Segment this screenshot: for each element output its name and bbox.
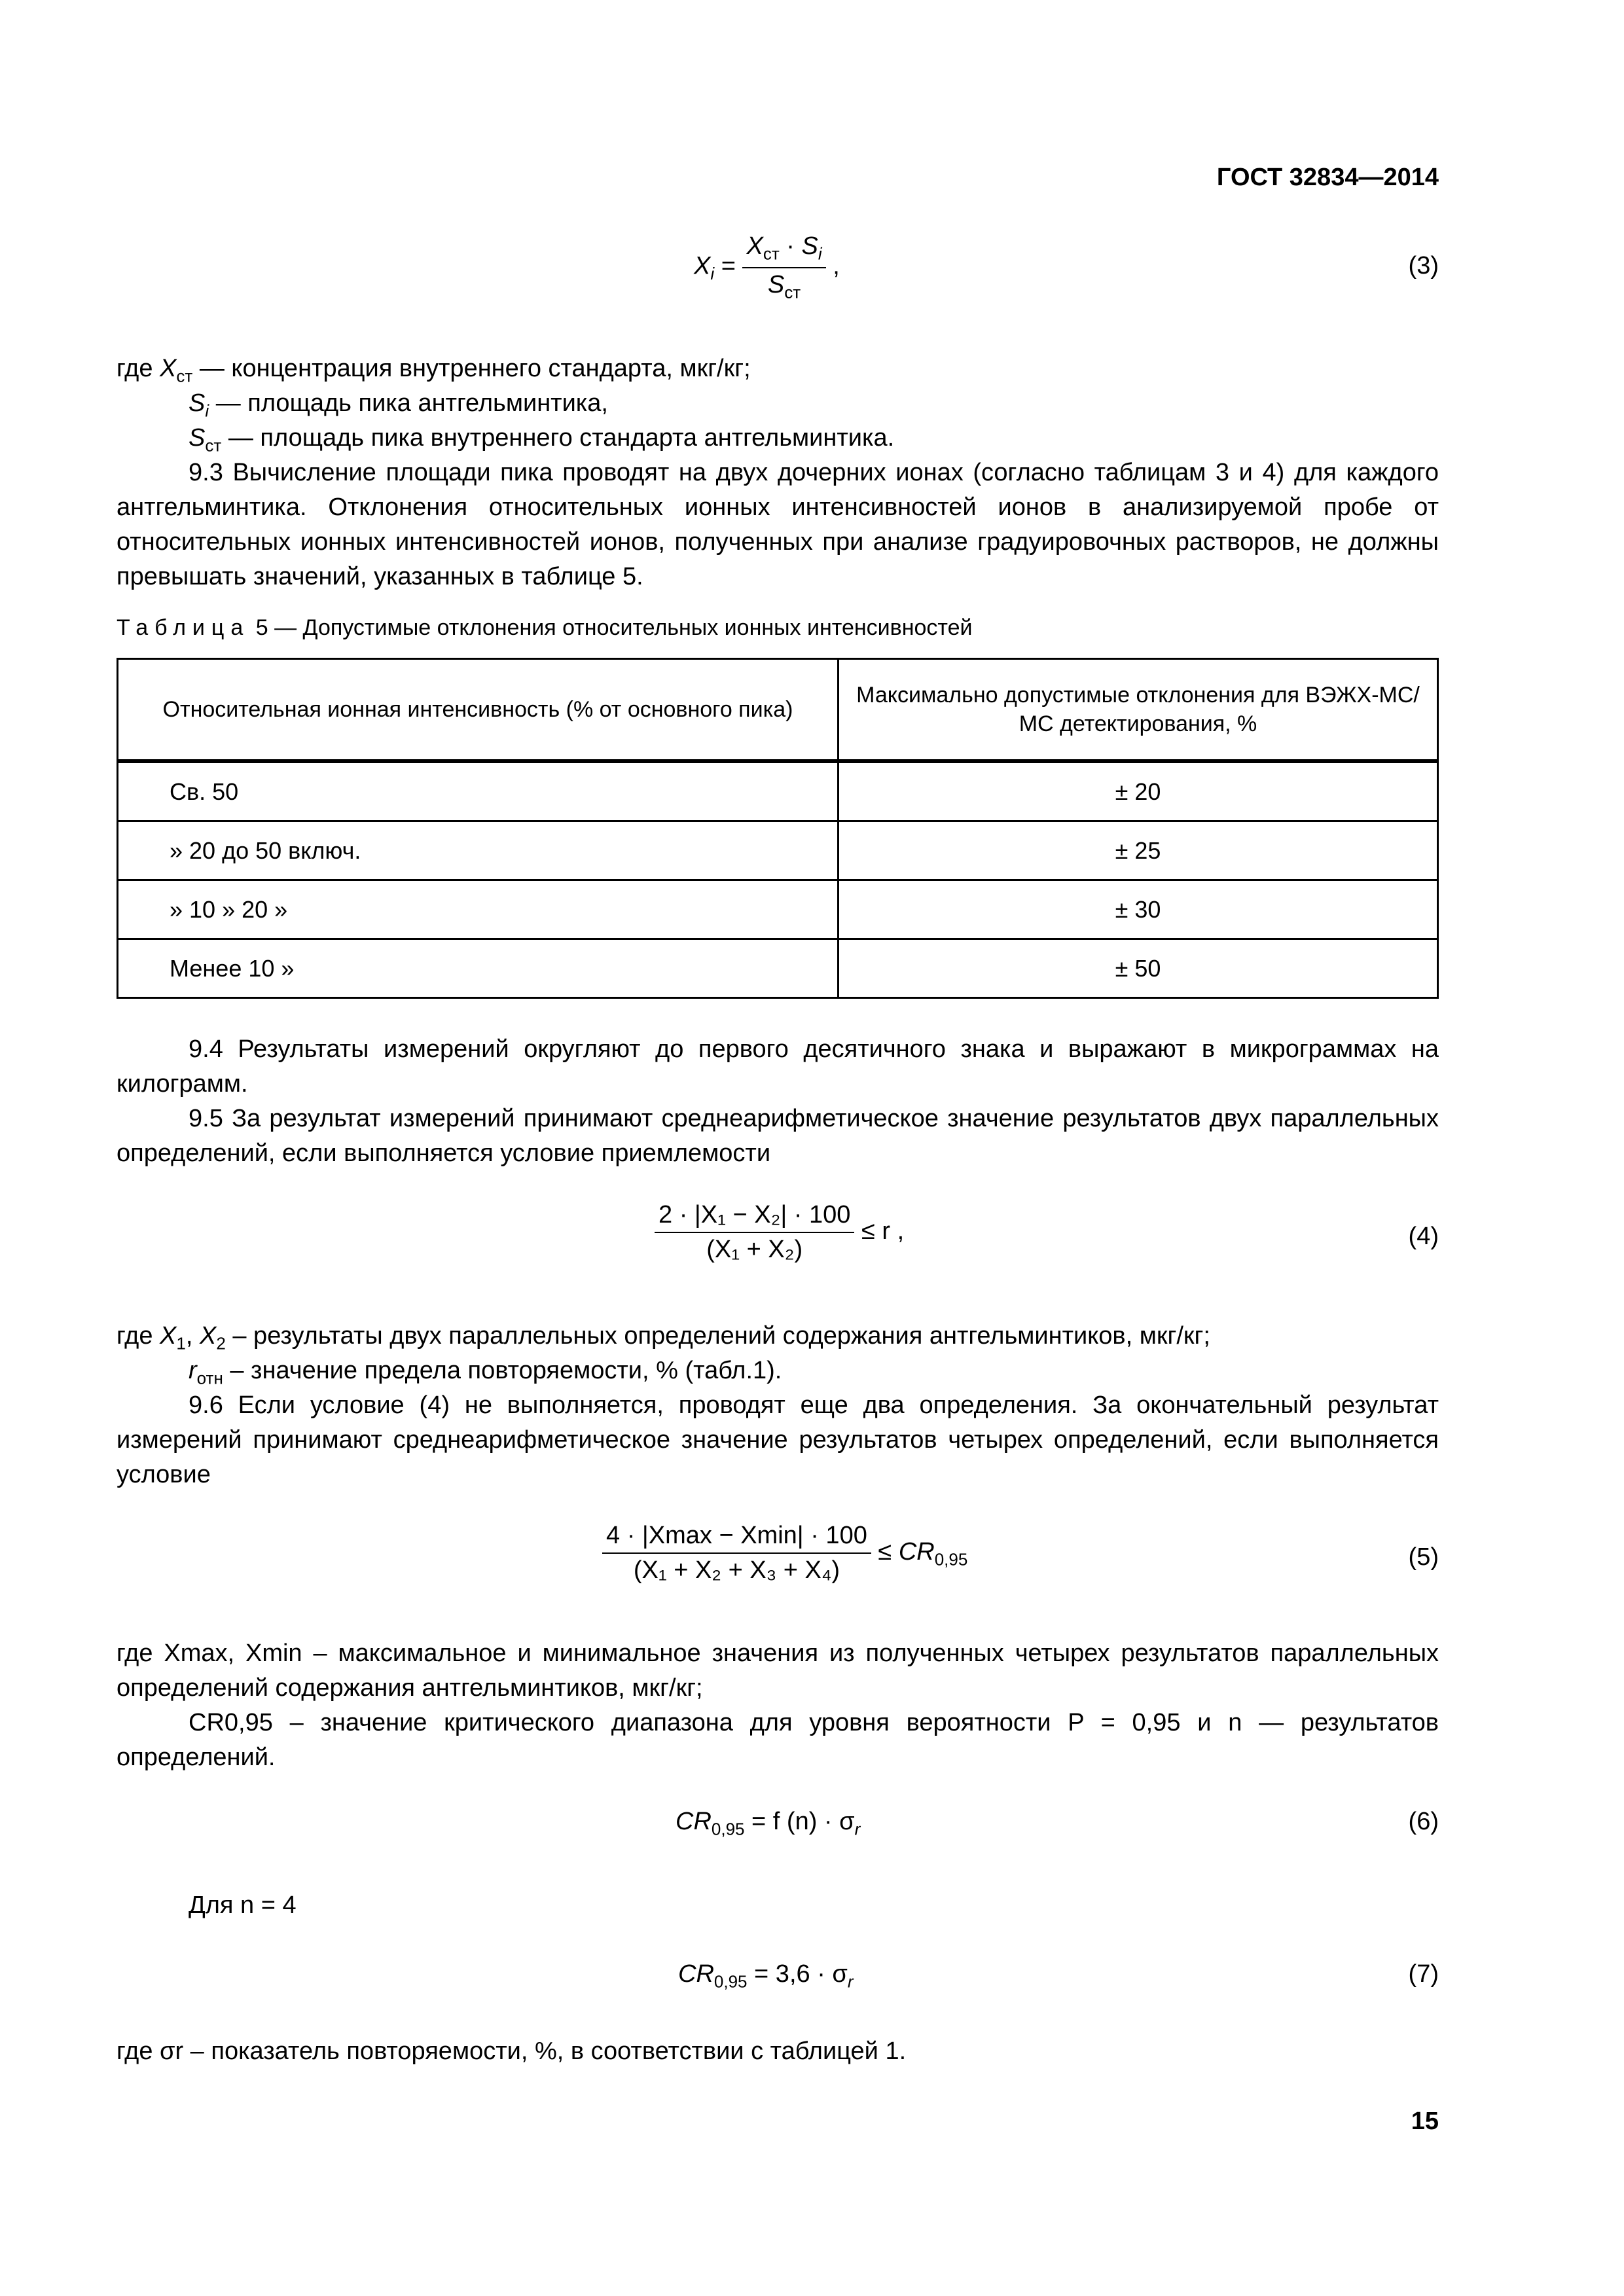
where1-l3-text: — площадь пика внутреннего стандарта антгельминтика. <box>221 424 895 452</box>
eq6-lhs-sub: 0,95 <box>711 1819 745 1839</box>
paragraph-9-4: 9.4 Результаты измерений округляют до первого десятичного знака и выражают в микрограммах на килограмм. <box>117 1035 1439 1098</box>
paragraph-9-6: 9.6 Если условие (4) не выполняется, проводят еще два определения. За окончательный результат измерений принимают среднеарифметическое значение результатов четырех определений, если выполняется условие <box>117 1391 1439 1488</box>
eq7-lhs: CR <box>678 1960 714 1988</box>
where1-l3-sub: ст <box>205 435 222 456</box>
for-n-line: Для n = 4 <box>189 1892 297 1919</box>
where1-l1-sym: X <box>160 355 177 382</box>
eq3-num-a: X <box>746 232 763 260</box>
where4-line: где σr – показатель повторяемости, %, в соответствии с таблицей 1. <box>117 2037 907 2065</box>
equation-4 <box>655 1201 904 1264</box>
table-5-caption-rest: 5 — Допустимые отклонения относительных ионных интенсивностей <box>249 615 973 640</box>
table-header-cell-2: Максимально допустимые отклонения для ВЭЖХ-МС/МС детектирования, % <box>839 659 1438 762</box>
where2-l2-text: – значение предела повторяемости, % (табл.1). <box>223 1357 782 1384</box>
table-cell: » 20 до 50 включ. <box>118 821 839 880</box>
where2-l1-pre: где <box>117 1322 160 1350</box>
eq7-lhs-sub: 0,95 <box>713 1971 748 1992</box>
eq3-num-b: S <box>801 232 818 260</box>
table-5 <box>117 658 1439 999</box>
where1-l1-sub: ст <box>176 366 193 386</box>
where2-l1-a: X <box>160 1322 177 1350</box>
equation-5-number: (5) <box>1408 1543 1439 1571</box>
eq5-denominator: (X₁ + X₂ + X₃ + X₄) <box>633 1556 840 1584</box>
table-cell: Менее 10 » <box>118 939 839 998</box>
where2-l1-b-sub: 2 <box>216 1333 226 1354</box>
eq5-rhs: CR <box>898 1538 935 1566</box>
eq4-denominator: (X₁ + X₂) <box>706 1236 803 1263</box>
eq7-rhs-sub: r <box>847 1971 854 1992</box>
table-5-caption-word: Таблица <box>117 615 250 640</box>
equation-3: $X_i$ = $\frac{X_{ст} \cdot S_i}{S_{ст}}$ , <box>694 232 840 302</box>
table-header-row <box>118 659 1438 762</box>
paragraph-9-5: 9.5 За результат измерений принимают среднеарифметическое значение результатов двух параллельных определений, если выполняется условие приемлемости <box>117 1105 1439 1167</box>
where1-l1-pre: где <box>117 355 160 382</box>
where3-item1: где Xmax, Xmin – максимальное и минимальное значения из полученных четырех результатов параллельных определений содержания антгельминтиков, мкг/кг; <box>117 1640 1439 1702</box>
table-row <box>118 939 1438 998</box>
table-row <box>118 880 1438 939</box>
table-header-cell-1: Относительная ионная интенсивность (% от основного пика) <box>118 659 839 762</box>
eq4-fraction <box>655 1201 854 1264</box>
eq6-rhs: = f (n) · σ <box>744 1808 855 1835</box>
eq5-numerator: 4 · |Xmax − Xmin| · 100 <box>602 1522 871 1554</box>
equation-3-number: (3) <box>1408 252 1439 279</box>
where2-l2-sub: отн <box>196 1368 223 1388</box>
eq6-lhs: CR <box>676 1808 712 1835</box>
where1-l2-sub: i <box>205 401 209 421</box>
eq5-rhs-pre: ≤ <box>878 1538 899 1566</box>
where1-l2-sym: S <box>189 389 206 417</box>
eq5-rhs-sub: 0,95 <box>934 1549 968 1570</box>
eq4-numerator: 2 · |X₁ − X₂| · 100 <box>655 1201 854 1233</box>
equation-5 <box>602 1522 967 1585</box>
where2-l1-b: X <box>199 1322 217 1350</box>
table-5-caption <box>117 615 972 641</box>
paragraph-9-3: 9.3 Вычисление площади пика проводят на двух дочерних ионах (согласно таблицам 3 и 4) для каждого антгельминтика. Отклонения относительных ионных интенсивностей ионов в анализируемой пробе от относительных ионных интенсивностей ионов, полученных при анализе градуировочных растворов, не должны превышать значений, указанных в таблице 5. <box>117 459 1439 590</box>
eq3-dot: · <box>779 232 802 260</box>
table-cell: » 10 » 20 » <box>118 880 839 939</box>
equation-6-number: (6) <box>1408 1808 1439 1835</box>
table-cell: ± 50 <box>839 939 1438 998</box>
eq4-rhs: ≤ r , <box>861 1217 905 1246</box>
where1-l2-text: — площадь пика антгельминтика, <box>209 389 608 417</box>
table-row <box>118 821 1438 880</box>
table-row <box>118 761 1438 821</box>
equation-6 <box>676 1808 860 1840</box>
page-number: 15 <box>1411 2108 1439 2135</box>
where1-l3-sym: S <box>189 424 206 452</box>
eq5-fraction <box>602 1522 871 1585</box>
where2-l1-text: – результаты двух параллельных определений содержания антгельминтиков, мкг/кг; <box>225 1322 1210 1350</box>
eq6-rhs-sub: r <box>854 1819 861 1839</box>
where2-l2-sym: r <box>189 1357 197 1384</box>
equation-7-number: (7) <box>1408 1960 1439 1988</box>
eq3-den: S <box>767 270 785 298</box>
where2-l1-a-sub: 1 <box>176 1333 186 1354</box>
eq3-num-a-sub: ст <box>763 243 780 264</box>
eq3-fraction <box>742 232 825 302</box>
table-cell: ± 20 <box>839 761 1438 821</box>
table-cell: ± 25 <box>839 821 1438 880</box>
equation-4-number: (4) <box>1408 1223 1439 1250</box>
where3-item2: CR0,95 – значение критического диапазона для уровня вероятности P = 0,95 и n — результатов определений. <box>117 1709 1439 1771</box>
eq3-den-sub: ст <box>784 282 801 302</box>
eq3-tail: , <box>833 252 840 280</box>
where2-l1-sep: , <box>185 1322 200 1350</box>
eq3-num-b-sub: i <box>818 243 822 264</box>
eq7-rhs: = 3,6 · σ <box>747 1960 848 1988</box>
equation-7 <box>678 1960 854 1992</box>
table-cell: ± 30 <box>839 880 1438 939</box>
document-header: ГОСТ 32834—2014 <box>1216 164 1439 191</box>
table-cell: Св. 50 <box>118 761 839 821</box>
eq3-lhs: X <box>694 252 711 280</box>
where1-l1-text: — концентрация внутреннего стандарта, мкг/кг; <box>192 355 751 382</box>
eq3-lhs-sub: i <box>710 264 715 284</box>
